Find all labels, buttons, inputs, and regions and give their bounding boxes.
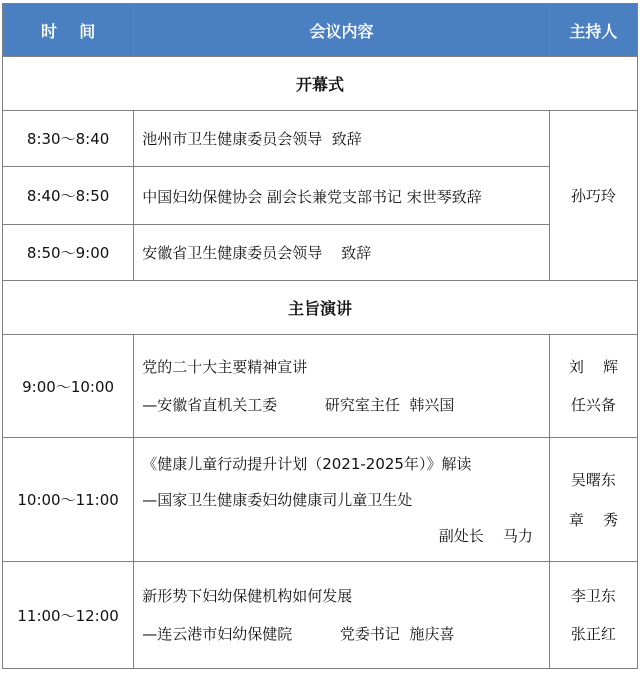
host-cell	[549, 438, 637, 562]
table-row	[3, 225, 638, 281]
content-line: 党的二十大主要精神宣讲	[142, 358, 308, 376]
host-name: 张正红	[570, 625, 616, 643]
table-row	[3, 438, 638, 562]
content-line: 中国妇幼保健协会 副会长兼党支部书记 宋世琴致辞	[142, 187, 482, 206]
section-opening	[3, 57, 638, 111]
content-line: 《健康儿童行动提升计划（2021-2025年）》解读	[142, 454, 472, 473]
content-line: 安徽省卫生健康委员会领导 致辞	[142, 243, 372, 262]
host-name: 任兴备	[570, 396, 616, 414]
content-line: —连云港市妇幼保健院 党委书记 施庆喜	[142, 625, 455, 643]
host-cell	[549, 562, 637, 669]
content-cell	[134, 111, 550, 167]
content-cell	[134, 438, 550, 562]
host-name: 李卫东	[570, 587, 616, 605]
time-cell: 10:00～11:00	[3, 438, 134, 562]
section-title: 主旨演讲	[3, 281, 638, 335]
time-cell: 11:00～12:00	[3, 562, 134, 669]
content-cell	[134, 562, 550, 669]
header-content: 会议内容	[134, 4, 550, 57]
time-cell: 8:30～8:40	[3, 111, 134, 167]
header-time: 时 间	[3, 4, 134, 57]
content-line: 副处长 马力	[438, 526, 533, 545]
host-cell	[549, 335, 637, 438]
time-cell: 8:40～8:50	[3, 167, 134, 225]
host-name: 章 秀	[568, 510, 618, 529]
time-cell: 9:00～10:00	[3, 335, 134, 438]
content-cell	[134, 167, 550, 225]
content-cell	[134, 335, 550, 438]
agenda-table	[2, 3, 638, 669]
content-line: 新形势下妇幼保健机构如何发展	[142, 587, 353, 605]
content-line: 池州市卫生健康委员会领导 致辞	[142, 129, 362, 148]
header-row	[3, 4, 638, 57]
content-line: —安徽省直机关工委 研究室主任 韩兴国	[142, 396, 455, 414]
table-row	[3, 111, 638, 167]
content-line: —国家卫生健康委妇幼健康司儿童卫生处	[142, 490, 413, 509]
host-name: 刘 辉	[568, 358, 618, 376]
time-cell: 8:50～9:00	[3, 225, 134, 281]
table-row	[3, 562, 638, 669]
table-row	[3, 335, 638, 438]
section-keynote	[3, 281, 638, 335]
content-cell	[134, 225, 550, 281]
section-title: 开幕式	[3, 57, 638, 111]
header-host: 主持人	[549, 4, 637, 57]
host-name: 吴曙东	[570, 470, 616, 489]
table-row	[3, 167, 638, 225]
host-cell: 孙巧玲	[549, 111, 637, 281]
